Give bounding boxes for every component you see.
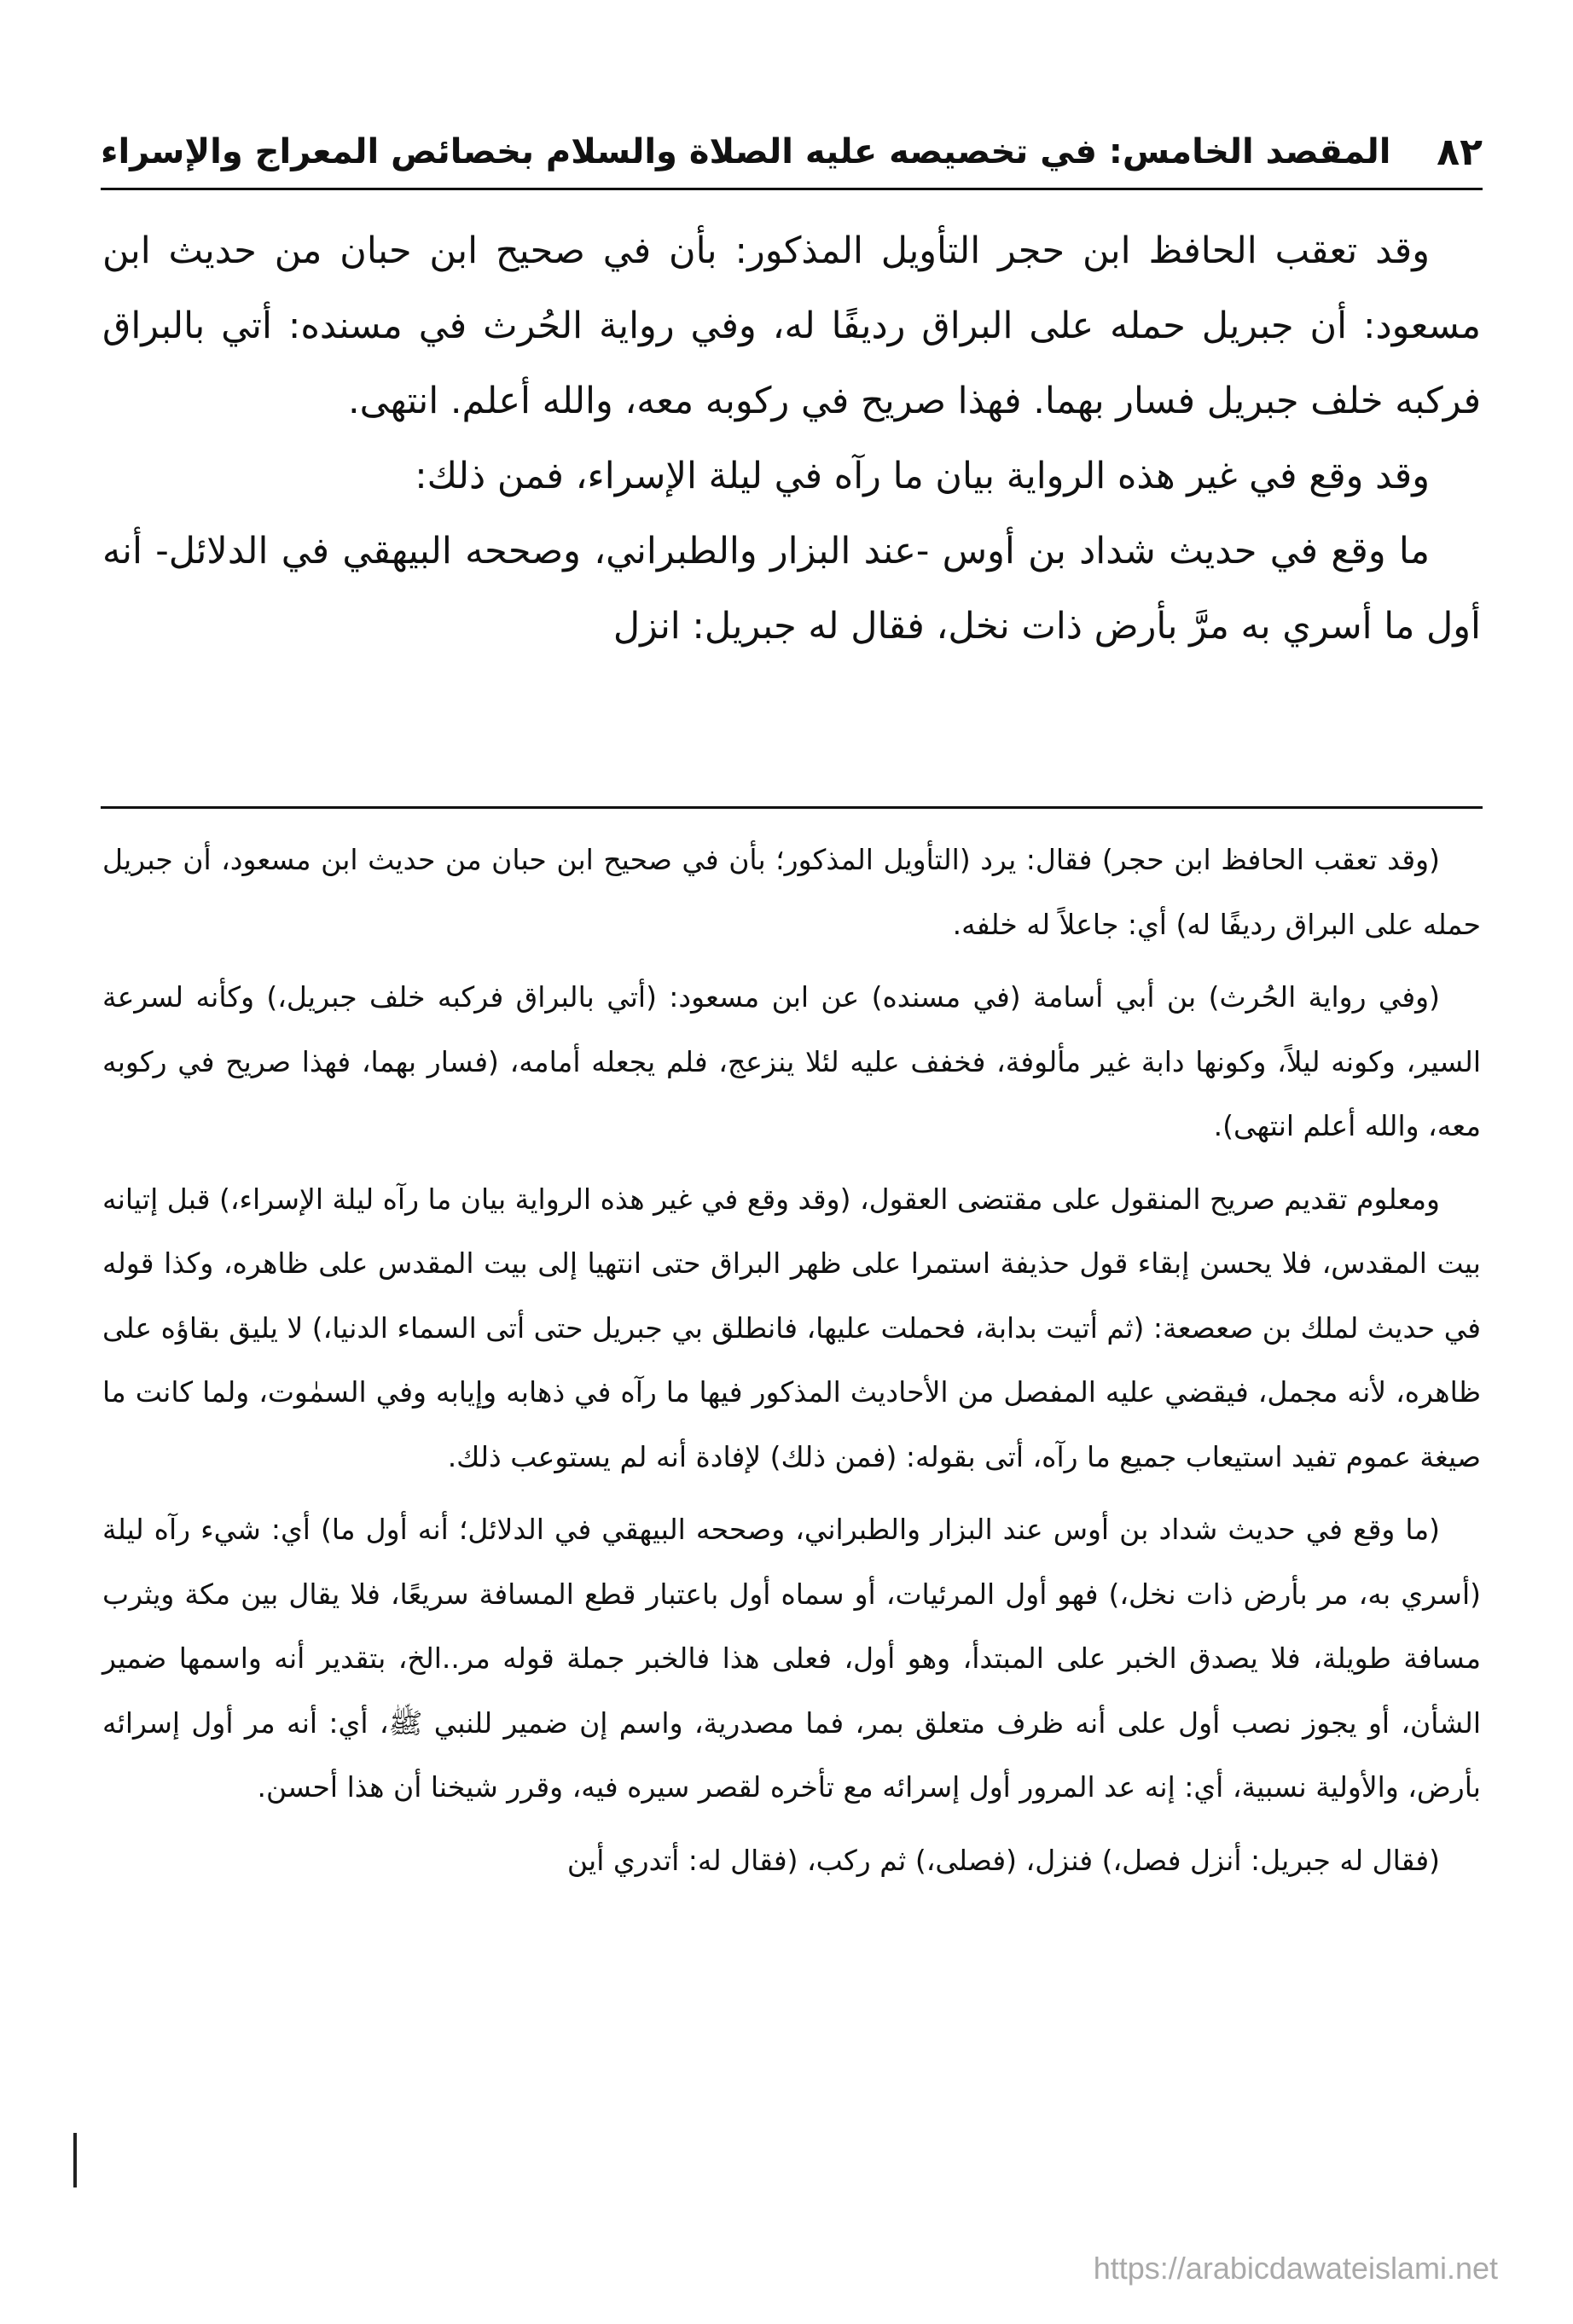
main-text [102,213,1481,664]
page-header [101,119,1483,184]
commentary-paragraph: ومعلوم تقديم صريح المنقول على مقتضى العقول، (وقد وقع في غير هذه الرواية بيان ما رآه ليلة الإسراء،) قبل إتيانه بيت المقدس، فلا يحسن إبقاء قول حذيفة استمرا على ظهر البراق حتى انتهيا إلى بيت المقدس على ظاهره، وكذا قوله في حديث لملك بن صعصعة: (ثم أتيت بدابة، فحملت عليها، فانطلق بي جبريل حتى أتى السماء الدنيا،) لا يليق بقاؤه على ظاهره، لأنه مجمل، فيقضي عليه المفصل من الأحاديث المذكور فيها ما رآه في ذهابه وإيابه وفي السمٰوت، ولما كانت ما صيغة عموم تفيد استيعاب جميع ما رآه، أتى بقوله: (فمن ذلك) لإفادة أنه لم يستوعب ذلك. [102,1182,1481,1473]
header-rule [101,188,1483,190]
commentary-paragraph: (ما وقع في حديث شداد بن أوس عند البزار والطبراني، وصححه البيهقي في الدلائل؛ أنه أول ما) أي: شيء رآه ليلة (أسري به، مر بأرض ذات نخل،) فهو أول المرئيات، أو سماه أول باعتبار قطع المسافة سريعًا، فلا يقال بين مكة ويثرب مسافة طويلة، فلا يصدق الخبر على المبتدأ، وهو أول، فعلى هذا فالخبر جملة قوله مر..الخ، بتقدير أنه واسمها ضمير الشأن، أو يجوز نصب أول على أنه ظرف متعلق بمر، فما مصدرية، واسم إن ضمير للنبي ﷺ، أي: أنه مر أول إسرائه بأرض، والأولية نسبية، أي: إنه عد المرور أول إسرائه مع تأخره لقصر سيره فيه، وقرر شيخنا أن هذا أحسن. [102,1513,1481,1804]
main-paragraph: ما وقع في حديث شداد بن أوس -عند البزار والطبراني، وصححه البيهقي في الدلائل- أنه أول ما أسري به مرَّ بأرض ذات نخل، فقال له جبريل: انزل [102,530,1481,648]
main-paragraph: وقد تعقب الحافظ ابن حجر التأويل المذكور: بأن في صحيح ابن حبان من حديث ابن مسعود: أن جبريل حمله على البراق رديفًا له، وفي رواية الحُرث في مسنده: أتي بالبراق فركبه خلف جبريل فسار بهما. فهذا صريح في ركوبه معه، والله أعلم. انتهى. [102,229,1481,422]
running-title: المقصد الخامس: في تخصيصه عليه الصلاة والسلام بخصائص المعراج والإسراء [101,132,1391,171]
footnote-separator [101,806,1483,809]
margin-mark [73,2133,77,2187]
commentary-text [102,828,1481,1892]
watermark-url: https://arabicdawateislami.net [1093,2251,1498,2286]
commentary-paragraph: (وقد تعقب الحافظ ابن حجر) فقال: يرد (التأويل المذكور؛ بأن في صحيح ابن حبان من حديث ابن مسعود، أن جبريل حمله على البراق رديفًا له) أي: جاعلاً له خلفه. [102,843,1481,941]
main-paragraph: وقد وقع في غير هذه الرواية بيان ما رآه في ليلة الإسراء، فمن ذلك: [415,455,1430,497]
commentary-paragraph: (فقال له جبريل: أنزل فصل،) فنزل، (فصلى،) ثم ركب، (فقال له: أتدري أين [566,1843,1440,1877]
commentary-paragraph: (وفي رواية الحُرث) بن أبي أسامة (في مسنده) عن ابن مسعود: (أتي بالبراق فركبه خلف جبريل،) وكأنه لسرعة السير، وكونه ليلاً، وكونها دابة غير مألوفة، فخفف عليه لئلا ينزعج، فلم يجعله أمامه، (فسار بهما، فهذا صريح في ركوبه معه، والله أعلم انتهى). [102,980,1481,1142]
page-number: ٨٢ [1437,130,1483,174]
